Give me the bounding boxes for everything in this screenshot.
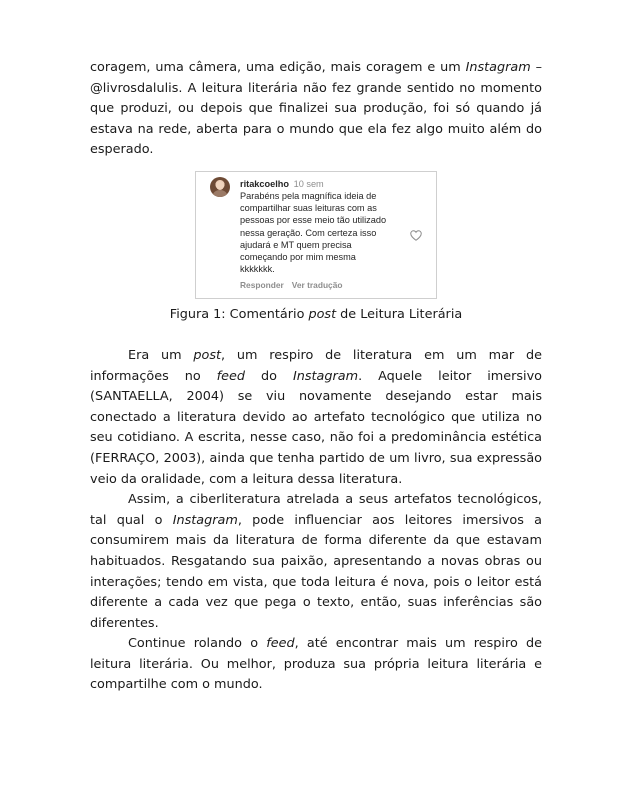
reply-link: Responder <box>240 279 284 290</box>
text-run: Figura 1: Comentário <box>169 306 309 322</box>
italic-term: Instagram <box>465 60 531 75</box>
italic-term: Instagram <box>172 512 238 528</box>
comment-time: 10 sem <box>293 178 324 189</box>
italic-term: Instagram <box>292 368 359 384</box>
italic-term: post <box>193 347 222 363</box>
translate-link: Ver tradução <box>291 279 343 290</box>
text-run: Era um <box>128 347 194 363</box>
figure <box>90 171 542 299</box>
figure-caption <box>90 306 542 324</box>
italic-term: feed <box>216 368 246 384</box>
user-avatar <box>210 177 230 197</box>
comment-header <box>240 178 324 190</box>
document-page <box>90 58 542 696</box>
text-run: , até encontrar mais um respiro de leitura literária. Ou melhor, produza sua própria leitura literária e compartilhe com o mundo. <box>90 636 542 693</box>
comment-text: Parabéns pela magnífica ideia de compartilhar suas leituras com as pessoas por esse meio tão utilizado nessa geração. Com certeza isso ajudará e MT quem precisa começando por mim mesma kkkkkkk. <box>240 190 387 275</box>
heart-outline-icon <box>410 230 422 241</box>
text-run: do <box>245 368 293 384</box>
italic-term: feed <box>266 636 295 652</box>
instagram-comment-screenshot <box>195 171 437 299</box>
text-run: Assim, a ciberliteratura atrelada a seus artefatos tecnológicos, tal qual o <box>90 492 542 528</box>
paragraph-3 <box>90 490 542 634</box>
text-run: de Leitura Literária <box>336 306 463 322</box>
paragraph-2 <box>90 346 542 490</box>
text-run: . Aquele leitor imersivo (SANTAELLA, 2004) se viu novamente desejando estar mais conectado a literatura devido ao artefato tecnológico que utiliza no seu cotidiano. A escrita, nesse caso, não foi a predominância estética (FERRAÇO, 2003), ainda que tenha partido de um livro, sua expressão veio da oralidade, com a leitura dessa literatura. <box>90 368 543 487</box>
comment-username: ritakcoelho <box>240 178 290 189</box>
text-run: – @livrosdalulis. A leitura literária não fez grande sentido no momento que produzi, ou depois que finalizei sua produção, foi só quando já estava na rede, aberta para o mundo que ela fez algo muito além do esperado. <box>90 60 542 158</box>
comment-actions <box>240 280 343 291</box>
text-run: , pode influenciar aos leitores imersivos a consumirem mais da literatura de forma diferente da que estavam habituados. Resgatando sua paixão, apresentando a novas obras ou interações; tendo em vista, que toda leitura é nova, pois o leitor está diferente a cada vez que pega o texto, então, suas inferências são diferentes. <box>90 512 542 631</box>
paragraph-4 <box>90 634 542 696</box>
italic-term: post <box>308 306 337 322</box>
text-run: Continue rolando o <box>128 636 267 652</box>
paragraph-intro <box>90 58 542 161</box>
text-run: coragem, uma câmera, uma edição, mais coragem e um <box>90 60 466 75</box>
text-run: , um respiro de literatura em um mar de informações no <box>90 347 542 384</box>
